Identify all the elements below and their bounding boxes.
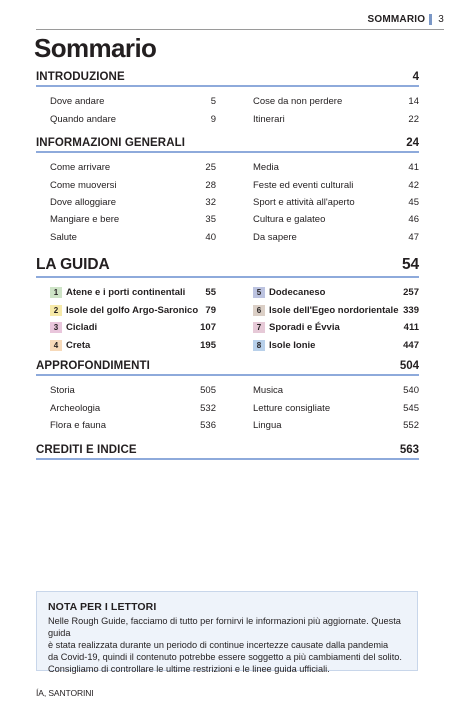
section-la-guida bbox=[36, 256, 419, 354]
entry-page: 532 bbox=[200, 402, 216, 414]
chapter-entry[interactable] bbox=[36, 302, 216, 320]
entry-page: 46 bbox=[408, 214, 419, 226]
top-rule bbox=[36, 29, 444, 30]
chapter-number: 2 bbox=[50, 305, 62, 316]
entry-page: 41 bbox=[408, 162, 419, 174]
entry-grid bbox=[36, 93, 419, 128]
note-line: Consigliamo di controllare le ultime restrizioni e le linee guida ufficiali. bbox=[48, 664, 330, 674]
chapter-entry[interactable] bbox=[239, 284, 419, 302]
chapter-number: 1 bbox=[50, 287, 62, 298]
entry-label: Atene e i porti continentali bbox=[66, 287, 186, 299]
chapter-number: 4 bbox=[50, 340, 62, 351]
toc-entry[interactable] bbox=[36, 382, 216, 399]
entry-label: Creta bbox=[66, 340, 91, 352]
section-title[interactable]: CREDITI E INDICE bbox=[36, 444, 137, 456]
photo-caption: ÍA, SANTORINI bbox=[36, 688, 94, 698]
entry-page: 28 bbox=[205, 179, 216, 191]
section-heading bbox=[36, 256, 419, 278]
section-page: 563 bbox=[399, 444, 419, 456]
section-introduzione bbox=[36, 71, 419, 128]
chapter-entry[interactable] bbox=[239, 337, 419, 355]
entry-label: Sport e attività all'aperto bbox=[253, 196, 355, 208]
toc-entry[interactable] bbox=[36, 93, 216, 110]
toc-entry[interactable] bbox=[239, 382, 419, 399]
entry-page: 545 bbox=[403, 402, 419, 414]
entry-label: Itinerari bbox=[253, 113, 285, 125]
entry-page: 22 bbox=[408, 113, 419, 125]
entry-page: 107 bbox=[200, 322, 216, 334]
entry-label: Salute bbox=[50, 231, 77, 243]
entry-page: 42 bbox=[408, 179, 419, 191]
toc-entry[interactable] bbox=[36, 417, 216, 434]
toc-entry[interactable] bbox=[239, 194, 419, 211]
entry-grid bbox=[36, 284, 419, 354]
section-page: 504 bbox=[399, 360, 419, 372]
section-heading bbox=[36, 444, 419, 460]
chapter-number: 7 bbox=[253, 322, 265, 333]
entry-page: 55 bbox=[205, 287, 216, 299]
entry-label: Lingua bbox=[253, 419, 282, 431]
toc-entry[interactable] bbox=[36, 110, 216, 127]
chapter-entry[interactable] bbox=[36, 284, 216, 302]
toc-entry[interactable] bbox=[36, 159, 216, 176]
entry-page: 9 bbox=[210, 113, 216, 125]
toc-entry[interactable] bbox=[36, 211, 216, 228]
running-head-bar bbox=[429, 14, 432, 25]
toc-entry[interactable] bbox=[239, 229, 419, 246]
entry-page: 40 bbox=[205, 231, 216, 243]
entry-page: 536 bbox=[200, 419, 216, 431]
toc-entry[interactable] bbox=[239, 176, 419, 193]
entry-label: Storia bbox=[50, 385, 75, 397]
entry-grid bbox=[36, 159, 419, 246]
chapter-entry[interactable] bbox=[36, 319, 216, 337]
toc-entry[interactable] bbox=[239, 399, 419, 416]
note-body bbox=[48, 615, 406, 675]
section-heading bbox=[36, 360, 419, 376]
toc-entry[interactable] bbox=[36, 229, 216, 246]
running-head-page: 3 bbox=[438, 14, 444, 25]
toc-entry[interactable] bbox=[239, 159, 419, 176]
entry-page: 411 bbox=[403, 322, 419, 334]
toc-entry[interactable] bbox=[239, 211, 419, 228]
entry-page: 505 bbox=[200, 385, 216, 397]
entry-page: 47 bbox=[408, 231, 419, 243]
section-title[interactable]: INTRODUZIONE bbox=[36, 71, 125, 83]
entry-label: Come arrivare bbox=[50, 162, 111, 174]
toc-entry[interactable] bbox=[36, 194, 216, 211]
page-title: Sommario bbox=[34, 33, 157, 63]
section-informazioni-generali bbox=[36, 137, 419, 246]
note-line: da Covid-19, quindi il contenuto potrebbe essere soggetto a più cambiamenti del solito. bbox=[48, 652, 402, 662]
section-crediti-indice bbox=[36, 444, 419, 460]
chapter-number: 5 bbox=[253, 287, 265, 298]
section-title[interactable]: LA GUIDA bbox=[36, 256, 110, 273]
reader-note-box bbox=[36, 591, 418, 674]
section-heading bbox=[36, 137, 419, 153]
toc-entry[interactable] bbox=[239, 417, 419, 434]
running-head-label: SOMMARIO bbox=[367, 14, 426, 25]
entry-label: Musica bbox=[253, 385, 284, 397]
chapter-entry[interactable] bbox=[36, 337, 216, 355]
entry-label: Dodecaneso bbox=[269, 287, 326, 299]
section-title[interactable]: APPROFONDIMENTI bbox=[36, 360, 150, 372]
entry-label: Cicladi bbox=[66, 322, 98, 334]
entry-page: 14 bbox=[408, 96, 419, 108]
entry-page: 45 bbox=[408, 196, 419, 208]
entry-label: Isole del golfo Argo-Saronico bbox=[66, 304, 199, 316]
entry-page: 552 bbox=[403, 419, 419, 431]
entry-page: 195 bbox=[200, 340, 216, 352]
note-line: è stata realizzata durante un periodo di continue incertezze causate dalla pandemia bbox=[48, 640, 389, 650]
entry-page: 5 bbox=[210, 96, 216, 108]
section-page: 24 bbox=[406, 137, 419, 149]
entry-label: Come muoversi bbox=[50, 179, 117, 191]
toc-entry[interactable] bbox=[36, 176, 216, 193]
chapter-entry[interactable] bbox=[239, 319, 419, 337]
chapter-number: 3 bbox=[50, 322, 62, 333]
entry-label: Dove alloggiare bbox=[50, 196, 117, 208]
chapter-entry[interactable] bbox=[239, 302, 419, 320]
running-head bbox=[368, 14, 444, 25]
entry-label: Media bbox=[253, 162, 279, 174]
entry-page: 35 bbox=[205, 214, 216, 226]
entry-grid bbox=[36, 382, 419, 434]
entry-page: 447 bbox=[403, 340, 419, 352]
entry-page: 257 bbox=[403, 287, 419, 299]
entry-label: Flora e fauna bbox=[50, 419, 106, 431]
note-title: NOTA PER I LETTORI bbox=[48, 601, 157, 613]
entry-page: 540 bbox=[403, 385, 419, 397]
entry-label: Isole Ionie bbox=[269, 340, 316, 352]
entry-label: Cultura e galateo bbox=[253, 214, 326, 226]
entry-page: 79 bbox=[205, 304, 216, 316]
entry-label: Feste ed eventi culturali bbox=[253, 179, 354, 191]
entry-label: Sporadi e Évvia bbox=[269, 322, 340, 334]
entry-page: 25 bbox=[205, 162, 216, 174]
chapter-number: 6 bbox=[253, 305, 265, 316]
entry-page: 32 bbox=[205, 196, 216, 208]
chapter-number: 8 bbox=[253, 340, 265, 351]
section-page: 4 bbox=[412, 71, 419, 83]
toc-entry[interactable] bbox=[36, 399, 216, 416]
section-heading bbox=[36, 71, 419, 87]
note-line: Nelle Rough Guide, facciamo di tutto per fornirvi le informazioni più aggiornate. Questa guida bbox=[48, 616, 401, 638]
section-title[interactable]: INFORMAZIONI GENERALI bbox=[36, 137, 186, 149]
entry-label: Letture consigliate bbox=[253, 402, 331, 414]
entry-label: Isole dell'Egeo nordorientale bbox=[269, 304, 399, 316]
entry-label: Archeologia bbox=[50, 402, 101, 414]
entry-label: Mangiare e bere bbox=[50, 214, 120, 226]
entry-label: Cose da non perdere bbox=[253, 96, 343, 108]
toc-entry[interactable] bbox=[239, 110, 419, 127]
entry-label: Da sapere bbox=[253, 231, 297, 243]
section-page: 54 bbox=[401, 256, 419, 273]
entry-label: Dove andare bbox=[50, 96, 105, 108]
entry-page: 339 bbox=[403, 304, 419, 316]
toc-entry[interactable] bbox=[239, 93, 419, 110]
entry-label: Quando andare bbox=[50, 113, 117, 125]
section-approfondimenti bbox=[36, 360, 419, 434]
